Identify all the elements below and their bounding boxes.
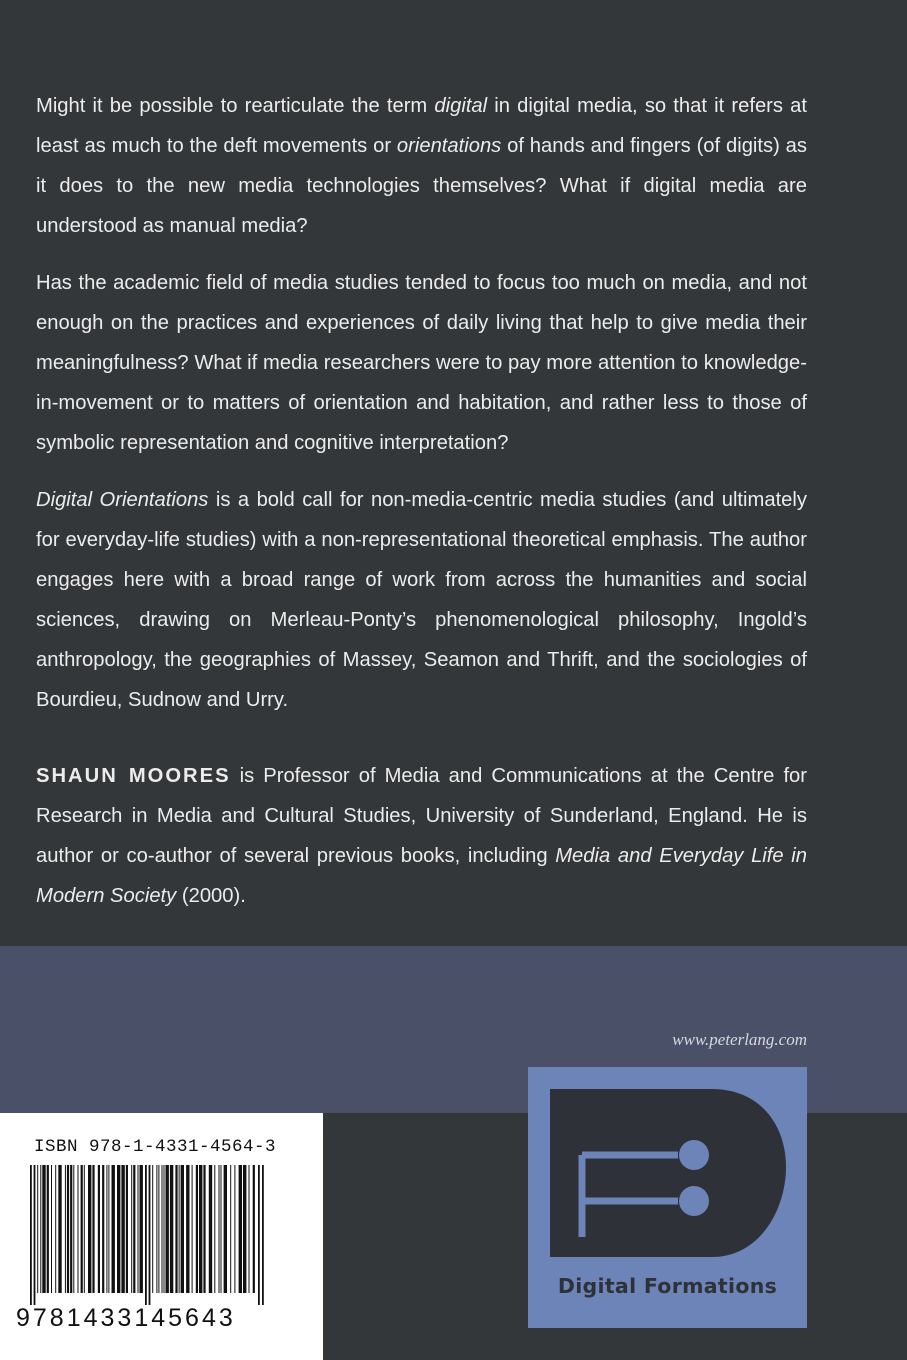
barcode-bar xyxy=(199,1165,202,1293)
barcode-bar xyxy=(209,1165,212,1293)
barcode-bar xyxy=(40,1165,41,1293)
barcode-bar xyxy=(126,1165,128,1293)
barcode-bar xyxy=(138,1165,139,1293)
barcode-bar xyxy=(34,1165,36,1305)
barcode-bar xyxy=(84,1165,85,1293)
barcode-bar xyxy=(112,1165,115,1293)
barcode-bar xyxy=(243,1165,246,1293)
barcode-bar xyxy=(179,1165,180,1293)
barcode-bar xyxy=(98,1165,100,1293)
barcode-bar xyxy=(121,1165,124,1293)
barcode-bar xyxy=(234,1165,235,1293)
barcode xyxy=(28,1165,268,1307)
barcode-bar xyxy=(108,1165,109,1293)
barcode-bar xyxy=(181,1165,184,1293)
barcode-bar xyxy=(214,1165,215,1293)
barcode-bar xyxy=(73,1165,74,1293)
italic-text: digital xyxy=(434,95,488,117)
author-bio xyxy=(36,756,807,916)
barcode-bar xyxy=(106,1165,107,1293)
barcode-bar xyxy=(219,1165,220,1293)
barcode-bar xyxy=(192,1165,193,1293)
barcode-bar xyxy=(42,1165,45,1293)
barcode-bar xyxy=(51,1165,52,1293)
barcode-bar xyxy=(65,1165,66,1293)
barcode-bar xyxy=(140,1165,143,1293)
barcode-bar xyxy=(253,1165,255,1293)
barcode-bar xyxy=(249,1165,250,1293)
barcode-bar xyxy=(30,1165,32,1305)
barcode-bar xyxy=(158,1165,159,1293)
barcode-bar xyxy=(239,1165,242,1293)
barcode-bar xyxy=(262,1165,264,1305)
barcode-bar xyxy=(224,1165,227,1293)
barcode-bar xyxy=(88,1165,91,1293)
barcode-bar xyxy=(170,1165,173,1293)
barcode-bar xyxy=(156,1165,157,1293)
series-logo xyxy=(528,1067,807,1328)
barcode-bar xyxy=(117,1165,120,1293)
barcode-bar xyxy=(92,1165,94,1293)
ean-digits: 9781433145643 xyxy=(16,1304,236,1332)
text-run: of hands and fingers (of digits) as it does to the new media technologies themselves? What if digital media are understood as manual media? xyxy=(36,135,807,237)
barcode-bar xyxy=(67,1165,69,1293)
barcode-bar xyxy=(70,1165,72,1293)
barcode-bar xyxy=(37,1165,38,1293)
italic-text: Media and Everyday Life in Modern Society xyxy=(36,845,807,907)
text-run: is a bold call for non-media-centric media studies (and ultimately for everyday-life studies) with a non-representational theoretical emphasis. The author engages here with a broad range of work from across the humanities and social sciences, drawing on Merleau-Ponty’s phenomenological philosophy, Ingold’s anthropology, the geographies of Massey, Seamon and Thrift, and the sociologies of Bourdieu, Sudnow and Urry. xyxy=(36,489,807,711)
barcode-bar xyxy=(58,1165,61,1293)
blurb-paragraph-3 xyxy=(36,480,807,720)
barcode-bar xyxy=(166,1165,169,1293)
text-run: Has the academic field of media studies tended to focus too much on media, and not enough on the practices and experiences of daily living that help to give media their meaningfulness? What if media researchers were to pay more attention to knowledge-in-movement or to matters of orientation and habitation, and rather less to those of symbolic representation and cognitive interpretation? xyxy=(36,272,807,454)
barcode-bar xyxy=(164,1165,165,1293)
text-run: (2000). xyxy=(176,885,246,907)
series-name: Digital Formations xyxy=(557,1274,778,1298)
barcode-bar xyxy=(186,1165,189,1293)
barcode-bar xyxy=(162,1165,163,1293)
italic-text: Digital Orientations xyxy=(36,489,209,511)
text-run: Might it be possible to rearticulate the term xyxy=(36,95,435,117)
barcode-bar xyxy=(55,1165,56,1293)
barcode-bar xyxy=(175,1165,177,1293)
isbn-label: ISBN 978-1-4331-4564-3 xyxy=(34,1137,277,1157)
barcode-bar xyxy=(133,1165,135,1293)
barcode-bar xyxy=(131,1165,132,1293)
barcode-bar xyxy=(203,1165,205,1293)
barcode-panel xyxy=(0,1113,323,1360)
barcode-bar xyxy=(149,1165,151,1305)
blurb-paragraph-1 xyxy=(36,86,807,246)
barcode-bar xyxy=(145,1165,147,1305)
barcode-bar xyxy=(102,1165,104,1293)
blurb-paragraph-2 xyxy=(36,263,807,463)
text-run: in digital media, so that it refers at least as much to the deft movements or xyxy=(36,95,807,157)
barcode-bar xyxy=(230,1165,231,1293)
barcode-bar xyxy=(196,1165,198,1293)
barcode-bar xyxy=(258,1165,260,1305)
barcode-bar xyxy=(78,1165,79,1293)
barcode-bar xyxy=(81,1165,83,1293)
barcode-bar xyxy=(221,1165,222,1293)
barcode-bar xyxy=(47,1165,49,1293)
text-run: is Professor of Media and Communications at the Centre for Research in Media and Cultural Studies, University of Sunderland, England. He is author or co-author of several previous books, including xyxy=(36,765,808,867)
author-name: SHAUN MOORES xyxy=(36,765,231,787)
italic-text: orientations xyxy=(396,135,502,157)
blurb xyxy=(36,86,807,737)
barcode-bar xyxy=(152,1165,153,1293)
publisher-url[interactable]: www.peterlang.com xyxy=(672,1030,807,1049)
